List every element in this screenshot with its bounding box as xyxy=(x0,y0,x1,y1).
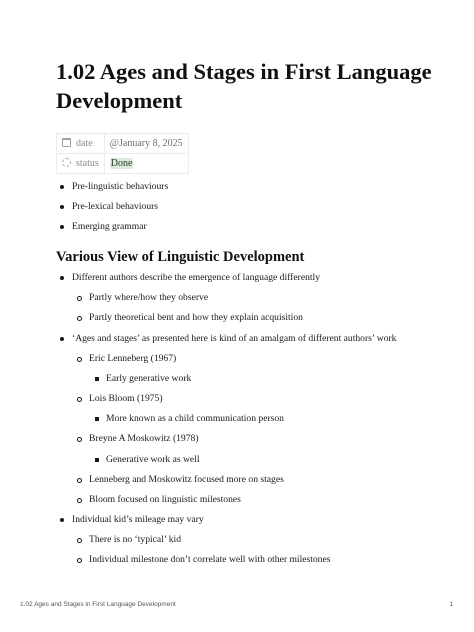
list-item: ‘Ages and stages’ as presented here is kind of an amalgam of different authors’ work xyxy=(72,333,396,345)
properties-table xyxy=(56,133,189,174)
list-item: More known as a child communication person xyxy=(106,413,284,425)
circle-bullet-icon xyxy=(77,437,82,442)
square-bullet-icon xyxy=(95,458,99,462)
list-item: Individual kid’s mileage may vary xyxy=(72,514,204,526)
square-bullet-icon xyxy=(95,377,99,381)
list-item: Generative work as well xyxy=(106,454,200,466)
disc-bullet-icon xyxy=(60,225,64,229)
list-item: Partly where/how they observe xyxy=(89,292,208,304)
circle-bullet-icon xyxy=(77,296,82,301)
list-item: Bloom focused on linguistic milestones xyxy=(89,494,241,506)
page-number: 1 xyxy=(449,601,453,608)
circle-bullet-icon xyxy=(77,558,82,563)
circle-bullet-icon xyxy=(77,478,82,483)
list-item: Different authors describe the emergence of language differently xyxy=(72,272,320,284)
property-key-date: date xyxy=(57,134,105,154)
property-row-date xyxy=(57,134,189,154)
page-title: 1.02 Ages and Stages in First Language Development xyxy=(56,59,432,113)
disc-bullet-icon xyxy=(60,185,64,189)
disc-bullet-icon xyxy=(60,337,64,341)
section-heading: Various View of Linguistic Development xyxy=(56,249,305,265)
disc-bullet-icon xyxy=(60,518,64,522)
list-item: Early generative work xyxy=(106,373,191,385)
status-badge[interactable]: Done xyxy=(110,158,133,169)
circle-bullet-icon xyxy=(77,397,82,402)
circle-bullet-icon xyxy=(77,316,82,321)
calendar-icon xyxy=(62,138,71,147)
circle-bullet-icon xyxy=(77,357,82,362)
list-item: Lois Bloom (1975) xyxy=(89,393,163,405)
property-key-status: status xyxy=(57,154,105,174)
circle-bullet-icon xyxy=(77,498,82,503)
property-row-status xyxy=(57,154,189,174)
list-item: Lenneberg and Moskowitz focused more on stages xyxy=(89,474,284,486)
list-item: Emerging grammar xyxy=(72,221,147,233)
page-footer: 1.02 Ages and Stages in First Language Development xyxy=(20,601,176,608)
property-value-date[interactable]: @January 8, 2025 xyxy=(104,134,188,154)
list-item: Breyne A Moskowitz (1978) xyxy=(89,433,199,445)
list-item: Eric Lenneberg (1967) xyxy=(89,353,176,365)
list-item: There is no ‘typical’ kid xyxy=(89,534,181,546)
disc-bullet-icon xyxy=(60,276,64,280)
disc-bullet-icon xyxy=(60,205,64,209)
list-item: Pre-lexical behaviours xyxy=(72,201,158,213)
circle-bullet-icon xyxy=(77,538,82,543)
square-bullet-icon xyxy=(95,417,99,421)
status-icon xyxy=(62,158,71,167)
property-value-status[interactable] xyxy=(104,154,188,174)
list-item: Pre-linguistic behaviours xyxy=(72,181,168,193)
list-item: Partly theoretical bent and how they explain acquisition xyxy=(89,312,303,324)
list-item: Individual milestone don’t correlate well with other milestones xyxy=(89,554,330,566)
